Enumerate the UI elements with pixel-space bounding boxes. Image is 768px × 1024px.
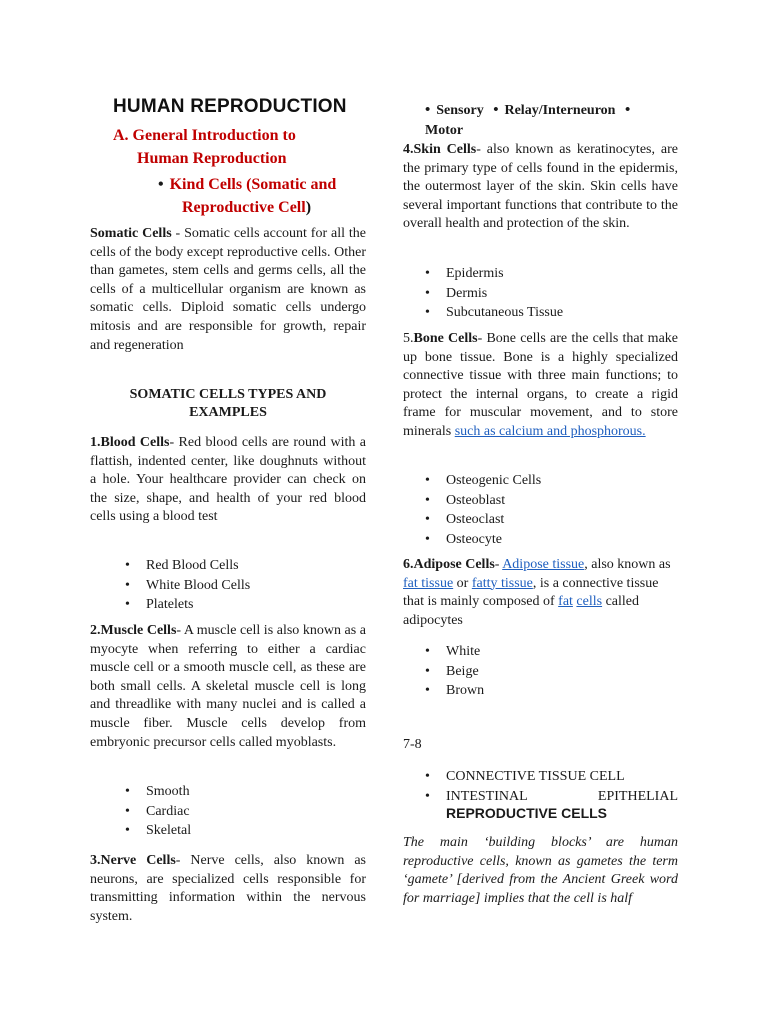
section-heading-line2: Human Reproduction xyxy=(137,150,287,167)
muscle-list xyxy=(125,782,191,841)
bone-lead: Bone Cells xyxy=(413,331,478,346)
list-item: • Osteogenic Cells xyxy=(425,471,541,491)
list-item: • Brown xyxy=(425,681,484,701)
neuron-type-relay: Relay/Interneuron xyxy=(504,103,616,118)
somatic-text: - Somatic cells account for all the cells of the body except reproductive cells. Other than gametes, stem cells and germs cells, all the cells of a multicellular organism are known as somatic cells. Diploid somatic cells undergo mitosis and are responsible for growth, repair and regeneration xyxy=(90,226,367,353)
list-item: • Subcutaneous Tissue xyxy=(425,303,563,323)
subsection-close-paren: ) xyxy=(305,199,312,216)
somatic-lead: Somatic Cells xyxy=(90,226,172,241)
section-heading xyxy=(113,124,373,170)
adipose-tissue-link[interactable]: Adipose tissue xyxy=(502,557,585,572)
adipose-text-2: or xyxy=(453,575,472,591)
blood-list xyxy=(125,556,250,615)
subsection-heading-line1: Kind Cells (Somatic and xyxy=(169,176,337,193)
list-item: • Osteoclast xyxy=(425,510,541,530)
adipose-list xyxy=(425,642,484,701)
page-title: HUMAN REPRODUCTION xyxy=(113,96,347,117)
fatty-tissue-link[interactable]: fatty tissue xyxy=(471,575,533,591)
bone-list xyxy=(425,471,541,549)
list-item: • White Blood Cells xyxy=(125,576,250,596)
subsection-heading-line2: Reproductive Cell xyxy=(182,199,306,216)
list-item: • White xyxy=(425,642,484,662)
types-heading-line1: SOMATIC CELLS TYPES AND xyxy=(129,387,327,402)
list-item: • Skeletal xyxy=(125,821,191,841)
somatic-paragraph xyxy=(90,225,366,355)
subsection-heading xyxy=(158,173,373,219)
reproductive-heading: REPRODUCTIVE CELLS xyxy=(446,805,608,821)
neuron-type-sensory: Sensory xyxy=(436,103,484,118)
adipose-dash: - xyxy=(494,557,503,572)
bone-lead-number: 5. xyxy=(403,331,414,346)
adipose-paragraph xyxy=(403,556,678,630)
list-item: • Osteocyte xyxy=(425,530,541,550)
types-heading xyxy=(90,386,366,422)
adipose-text-5: called adipocytes xyxy=(403,594,639,628)
bullet-icon: • xyxy=(158,176,164,193)
minerals-link[interactable]: such as calcium and phosphorous. xyxy=(454,423,646,439)
skin-paragraph xyxy=(403,141,678,234)
cells-link[interactable]: cells xyxy=(576,594,603,610)
blood-text: - Red blood cells are round with a flattish, indented center, like doughnuts without a hole. Your healthcare provider can check on the size, shape, and health of your red blood cells using a blood test xyxy=(90,435,366,525)
muscle-lead: 2.Muscle Cells xyxy=(90,623,177,638)
nerve-paragraph xyxy=(90,852,366,926)
types-heading-line2: EXAMPLES xyxy=(189,405,267,420)
bullet-icon: • xyxy=(624,102,631,118)
list-item: • Osteoblast xyxy=(425,491,541,511)
list-item: • INTESTINAL EPITHELIAL xyxy=(425,787,678,807)
other-cells-list xyxy=(425,767,678,806)
muscle-text: - A muscle cell is also known as a myocyte when referring to either a cardiac muscle cell or a smooth muscle cell, as these are both small cells. A skeletal muscle cell is long and threadlike with many nuclei and is called a muscle fiber. Muscle cells develop from embryonic precursor cells called myoblasts. xyxy=(90,623,366,750)
nerve-text: - Nerve cells, also known as neurons, are specialized cells responsible for transmitting information within the nervous system. xyxy=(90,853,366,924)
list-item: • Epidermis xyxy=(425,264,563,284)
section-heading-line1: A. General Introduction to xyxy=(113,127,296,144)
bullet-icon: • xyxy=(493,102,499,118)
muscle-paragraph xyxy=(90,622,366,752)
adipose-lead: 6.Adipose Cells xyxy=(403,557,495,572)
list-item: • Dermis xyxy=(425,284,563,304)
skin-list xyxy=(425,264,563,323)
list-item: • Cardiac xyxy=(125,802,191,822)
list-item: • Smooth xyxy=(125,782,191,802)
bone-paragraph xyxy=(403,330,678,442)
adipose-text-1: , also known as xyxy=(584,557,671,572)
adipose-text-3: , is a connective tissue that is mainly composed of xyxy=(403,575,659,610)
bone-text: - Bone cells are the cells that make up bone tissue. Bone is a highly specialized connective tissue with three main functions; to protect the internal organs, to create a rigid frame for muscular movement, and to store minerals xyxy=(403,331,679,439)
list-item: • Beige xyxy=(425,662,484,682)
list-item: • Red Blood Cells xyxy=(125,556,250,576)
bullet-icon: • xyxy=(425,102,431,118)
fat-link[interactable]: fat xyxy=(558,594,573,610)
nerve-lead: 3.Nerve Cells xyxy=(90,853,176,868)
neuron-type-motor: Motor xyxy=(425,123,464,138)
neuron-types xyxy=(425,100,685,141)
list-item: • Platelets xyxy=(125,595,250,615)
reproductive-paragraph xyxy=(403,834,678,908)
reproductive-text: The main ‘building blocks’ are human reproductive cells, known as gametes the term ‘gamete’ [derived from the Ancient Greek word for marriage] implies that the cell is half xyxy=(403,835,678,906)
skin-text: - also known as keratinocytes, are the primary type of cells found in the epidermis, the outermost layer of the skin. Skin cells have several important functions that contribute to the overall health and protection of the skin. xyxy=(403,142,678,232)
fat-tissue-link[interactable]: fat tissue xyxy=(403,575,454,591)
list-item: • CONNECTIVE TISSUE CELL xyxy=(425,767,678,787)
blood-paragraph xyxy=(90,434,366,527)
skin-lead: 4.Skin Cells xyxy=(403,142,477,157)
range-label: 7-8 xyxy=(403,737,422,752)
blood-lead: 1.Blood Cells xyxy=(90,435,170,450)
